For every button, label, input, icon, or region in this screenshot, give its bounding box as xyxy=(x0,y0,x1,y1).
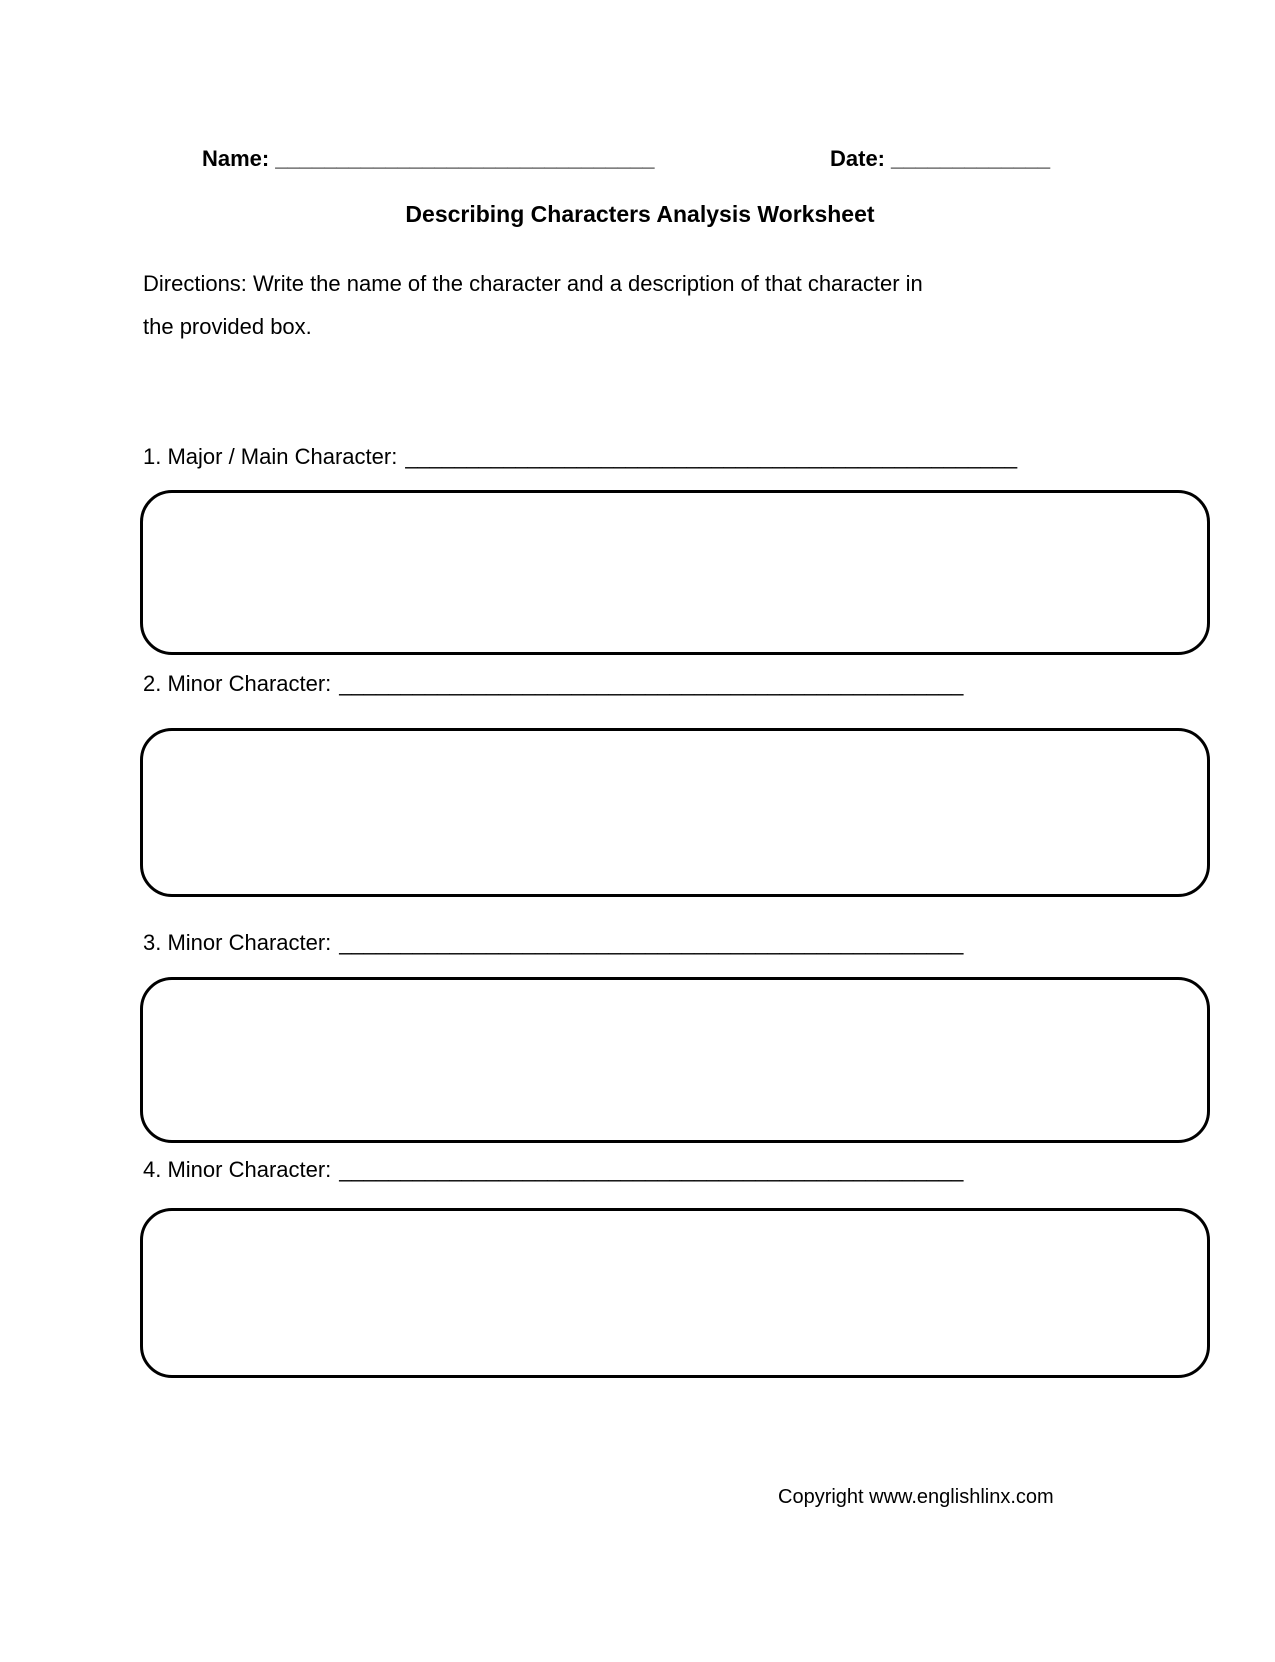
directions-text xyxy=(143,262,1103,348)
section-2-answer-box xyxy=(140,728,1210,897)
name-row xyxy=(202,146,655,172)
section-3-label-row xyxy=(143,930,963,956)
section-4-label: 4. Minor Character: xyxy=(143,1157,332,1182)
section-1-blank-line: __________________________________________________ xyxy=(405,444,1018,469)
date-label: Date: xyxy=(830,146,886,171)
section-1-label-row xyxy=(143,444,1017,470)
name-blank-line: _______________________________ xyxy=(275,146,655,171)
worksheet-title: Describing Characters Analysis Worksheet xyxy=(405,201,875,227)
directions-line-1: Directions: Write the name of the character and a description of that character in xyxy=(143,271,923,296)
section-2-label-row xyxy=(143,671,963,697)
section-3-blank-line: ___________________________________________________ xyxy=(339,930,964,955)
section-3-label: 3. Minor Character: xyxy=(143,930,332,955)
section-4-blank-line: ___________________________________________________ xyxy=(339,1157,964,1182)
date-row xyxy=(830,146,1050,172)
section-3-answer-box xyxy=(140,977,1210,1143)
section-1-answer-box xyxy=(140,490,1210,655)
copyright-text: Copyright www.englishlinx.com xyxy=(778,1486,1054,1508)
date-blank-line: _____________ xyxy=(891,146,1051,171)
section-1-label: 1. Major / Main Character: xyxy=(143,444,398,469)
section-4-label-row xyxy=(143,1157,963,1183)
section-2-blank-line: ___________________________________________________ xyxy=(339,671,964,696)
name-label: Name: xyxy=(202,146,270,171)
section-2-label: 2. Minor Character: xyxy=(143,671,332,696)
section-4-answer-box xyxy=(140,1208,1210,1378)
directions-line-2: the provided box. xyxy=(143,314,312,339)
